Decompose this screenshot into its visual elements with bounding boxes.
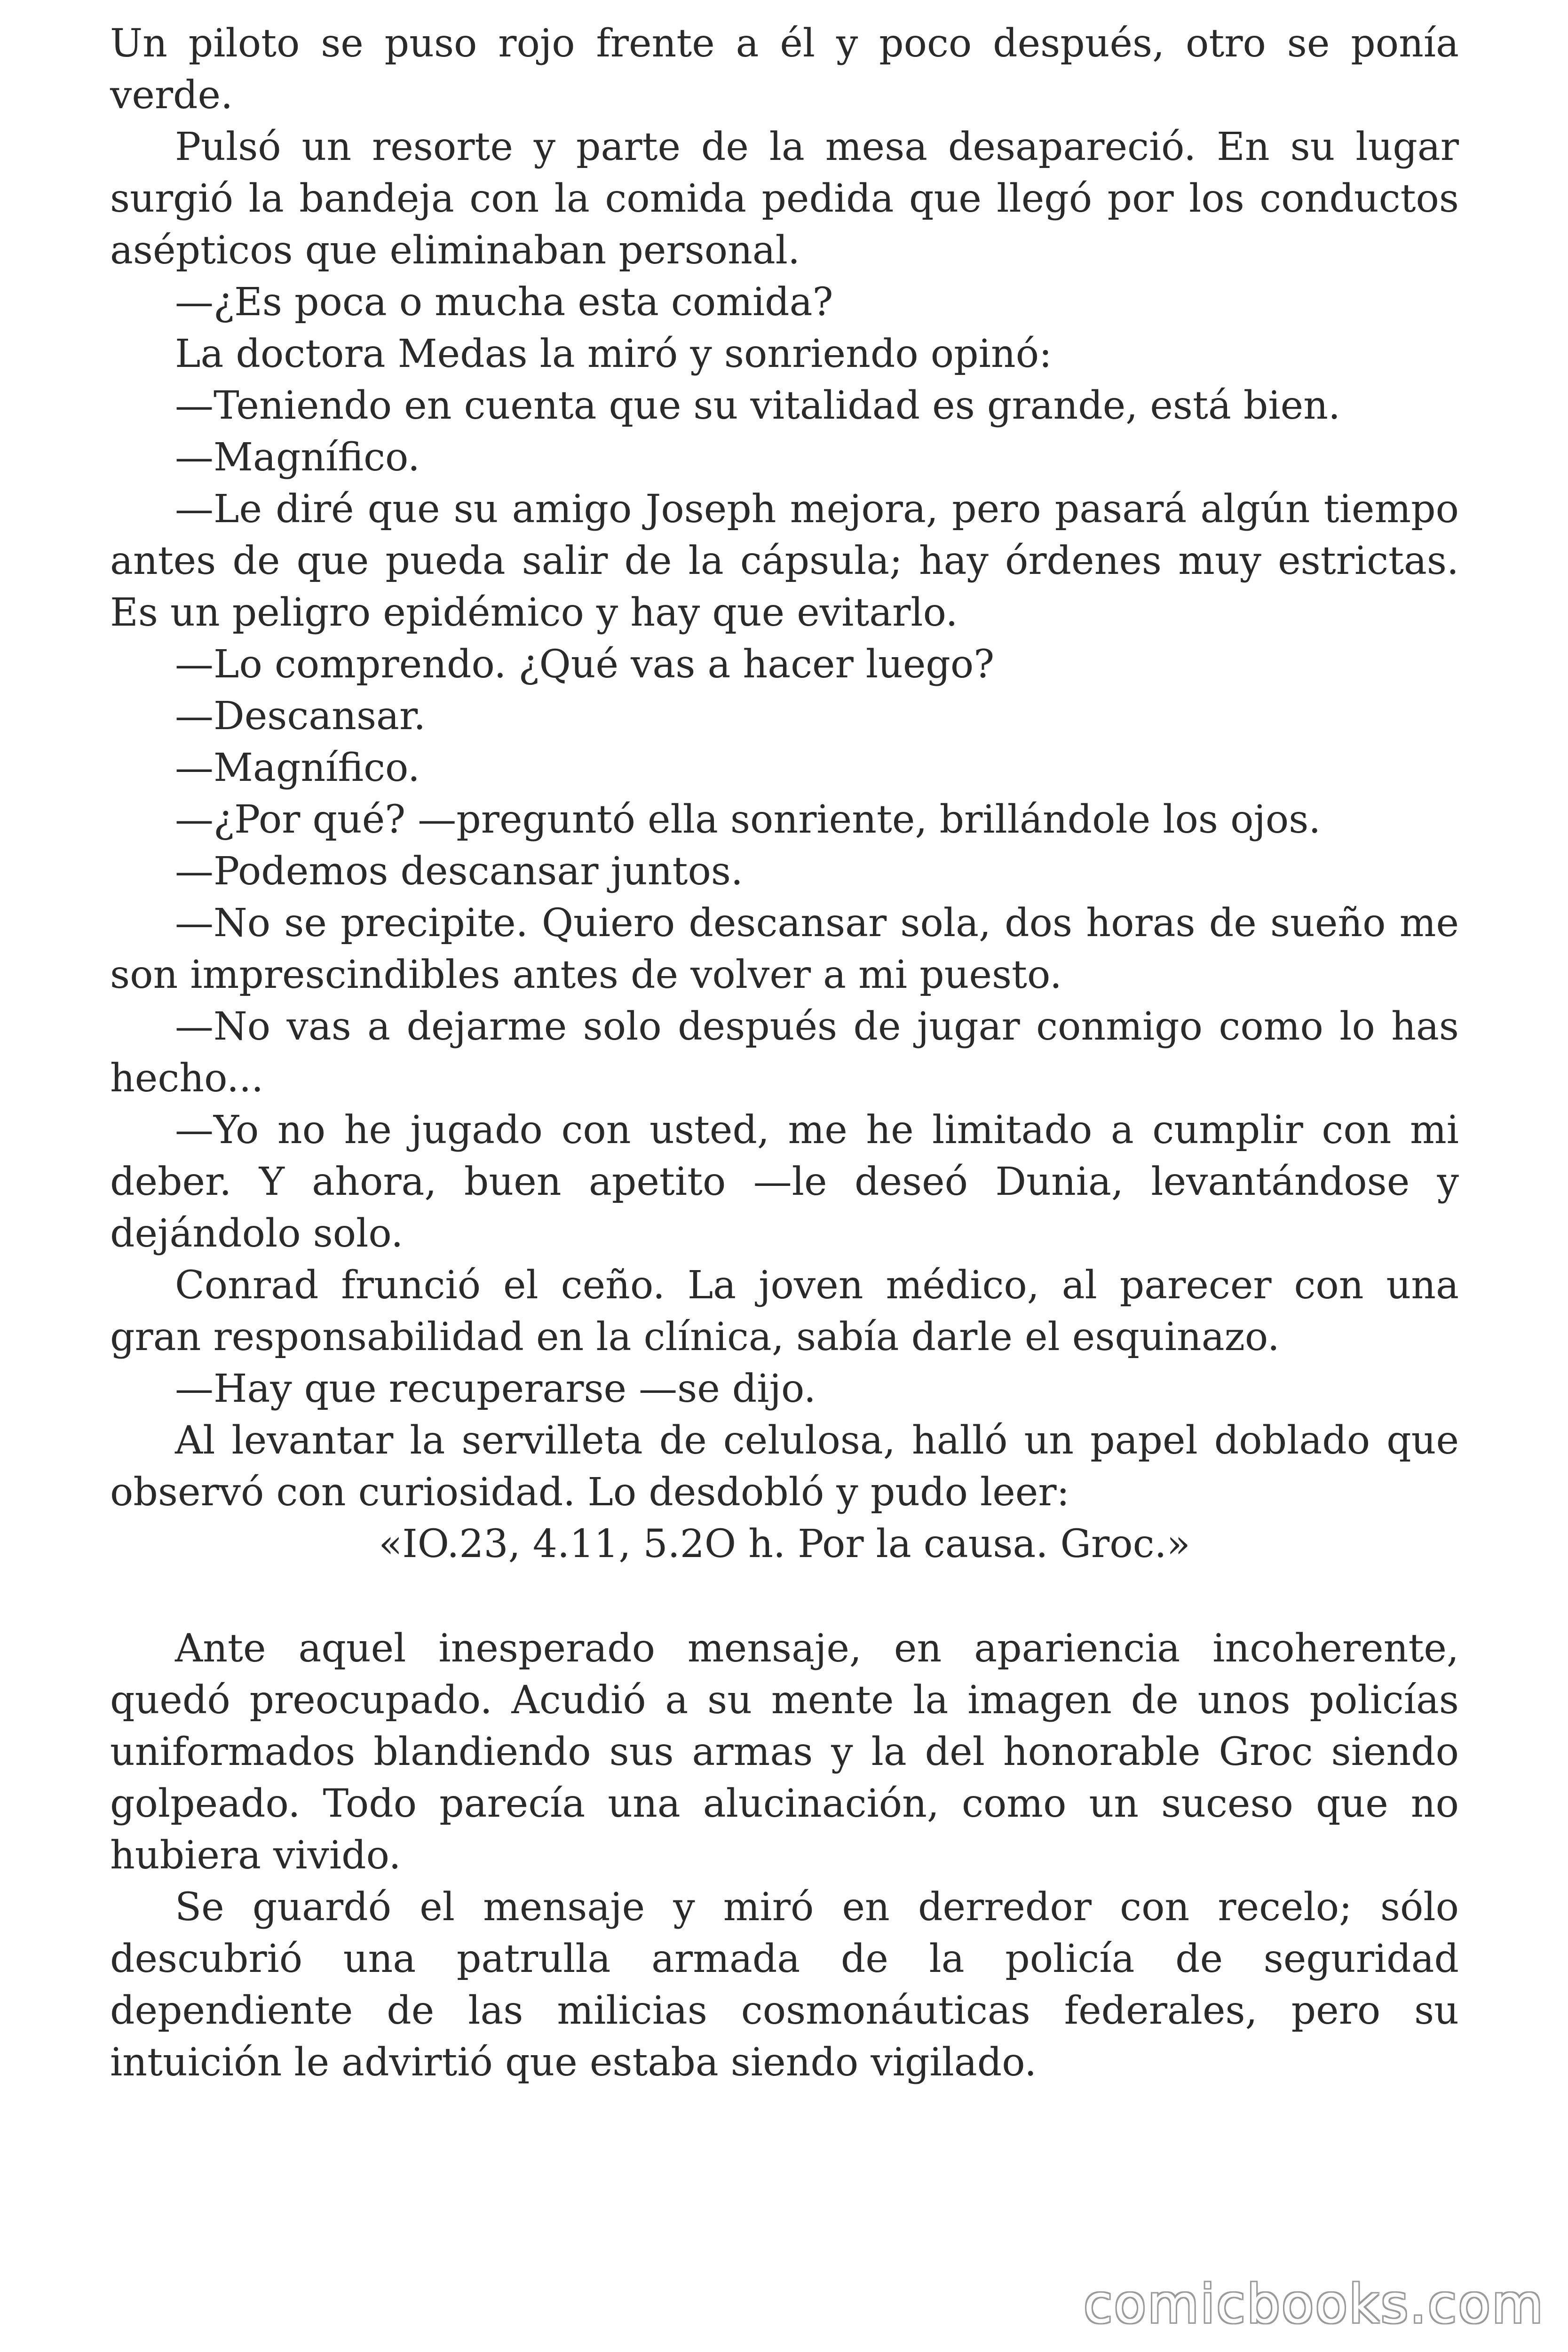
paragraph: —¿Es poca o mucha esta comida? <box>175 280 833 325</box>
paragraph: —Yo no he jugado con usted, me he limitado a cumplir con mi deber. Y ahora, buen apetito —le deseó Dunia, levantándose y dejándolo solo. <box>110 1108 1459 1256</box>
section-spacer <box>110 1570 1459 1623</box>
paragraph: —Teniendo en cuenta que su vitalidad es grande, está bien. <box>175 383 1341 428</box>
paragraph: —Magnífico. <box>175 746 420 790</box>
paragraph: —No se precipite. Quiero descansar sola, dos horas de sueño me son imprescindibles antes de volver a mi puesto. <box>110 901 1459 997</box>
paragraph: Un piloto se puso rojo frente a él y poco después, otro se ponía verde. <box>110 21 1459 118</box>
centered-message: «IO.23, 4.11, 5.2O h. Por la causa. Groc.» <box>379 1522 1190 1566</box>
paragraph: —Podemos descansar juntos. <box>175 849 743 894</box>
document-body <box>110 18 1459 2089</box>
paragraph: —Lo comprendo. ¿Qué vas a hacer luego? <box>175 642 995 687</box>
paragraph: —Magnífico. <box>175 435 420 480</box>
paragraph: La doctora Medas la miró y sonriendo opinó: <box>175 332 1052 376</box>
paragraph: —No vas a dejarme solo después de jugar conmigo como lo has hecho... <box>110 1004 1459 1101</box>
paragraph: Al levantar la servilleta de celulosa, halló un papel doblado que observó con curiosidad. Lo desdobló y pudo leer: <box>110 1418 1459 1515</box>
paragraph: —Descansar. <box>175 694 426 739</box>
paragraph: —Hay que recuperarse —se dijo. <box>175 1367 816 1411</box>
paragraph: Conrad frunció el ceño. La joven médico, al parecer con una gran responsabilidad en la clínica, sabía darle el esquinazo. <box>110 1263 1459 1359</box>
paragraph: Pulsó un resorte y parte de la mesa desapareció. En su lugar surgió la bandeja con la comida pedida que llegó por los conductos asépticos que eliminaban personal. <box>110 125 1459 273</box>
paragraph: —¿Por qué? —preguntó ella sonriente, brillándole los ojos. <box>175 797 1321 842</box>
paragraph: Se guardó el mensaje y miró en derredor con recelo; sólo descubrió una patrulla armada de la policía de seguridad dependiente de las milicias cosmonáuticas federales, pero su intuición le advirtió que estaba siendo vigilado. <box>110 1885 1459 2085</box>
paragraph: Ante aquel inesperado mensaje, en apariencia incoherente, quedó preocupado. Acudió a su mente la imagen de unos policías uniformados blandiendo sus armas y la del honorable Groc siendo golpeado. Todo parecía una alucinación, como un suceso que no hubiera vivido. <box>110 1626 1459 1878</box>
watermark-logo: comicbooks.com <box>1083 2274 1544 2335</box>
paragraph: —Le diré que su amigo Joseph mejora, pero pasará algún tiempo antes de que pueda salir de la cápsula; hay órdenes muy estrictas. Es un peligro epidémico y hay que evitarlo. <box>110 487 1459 635</box>
